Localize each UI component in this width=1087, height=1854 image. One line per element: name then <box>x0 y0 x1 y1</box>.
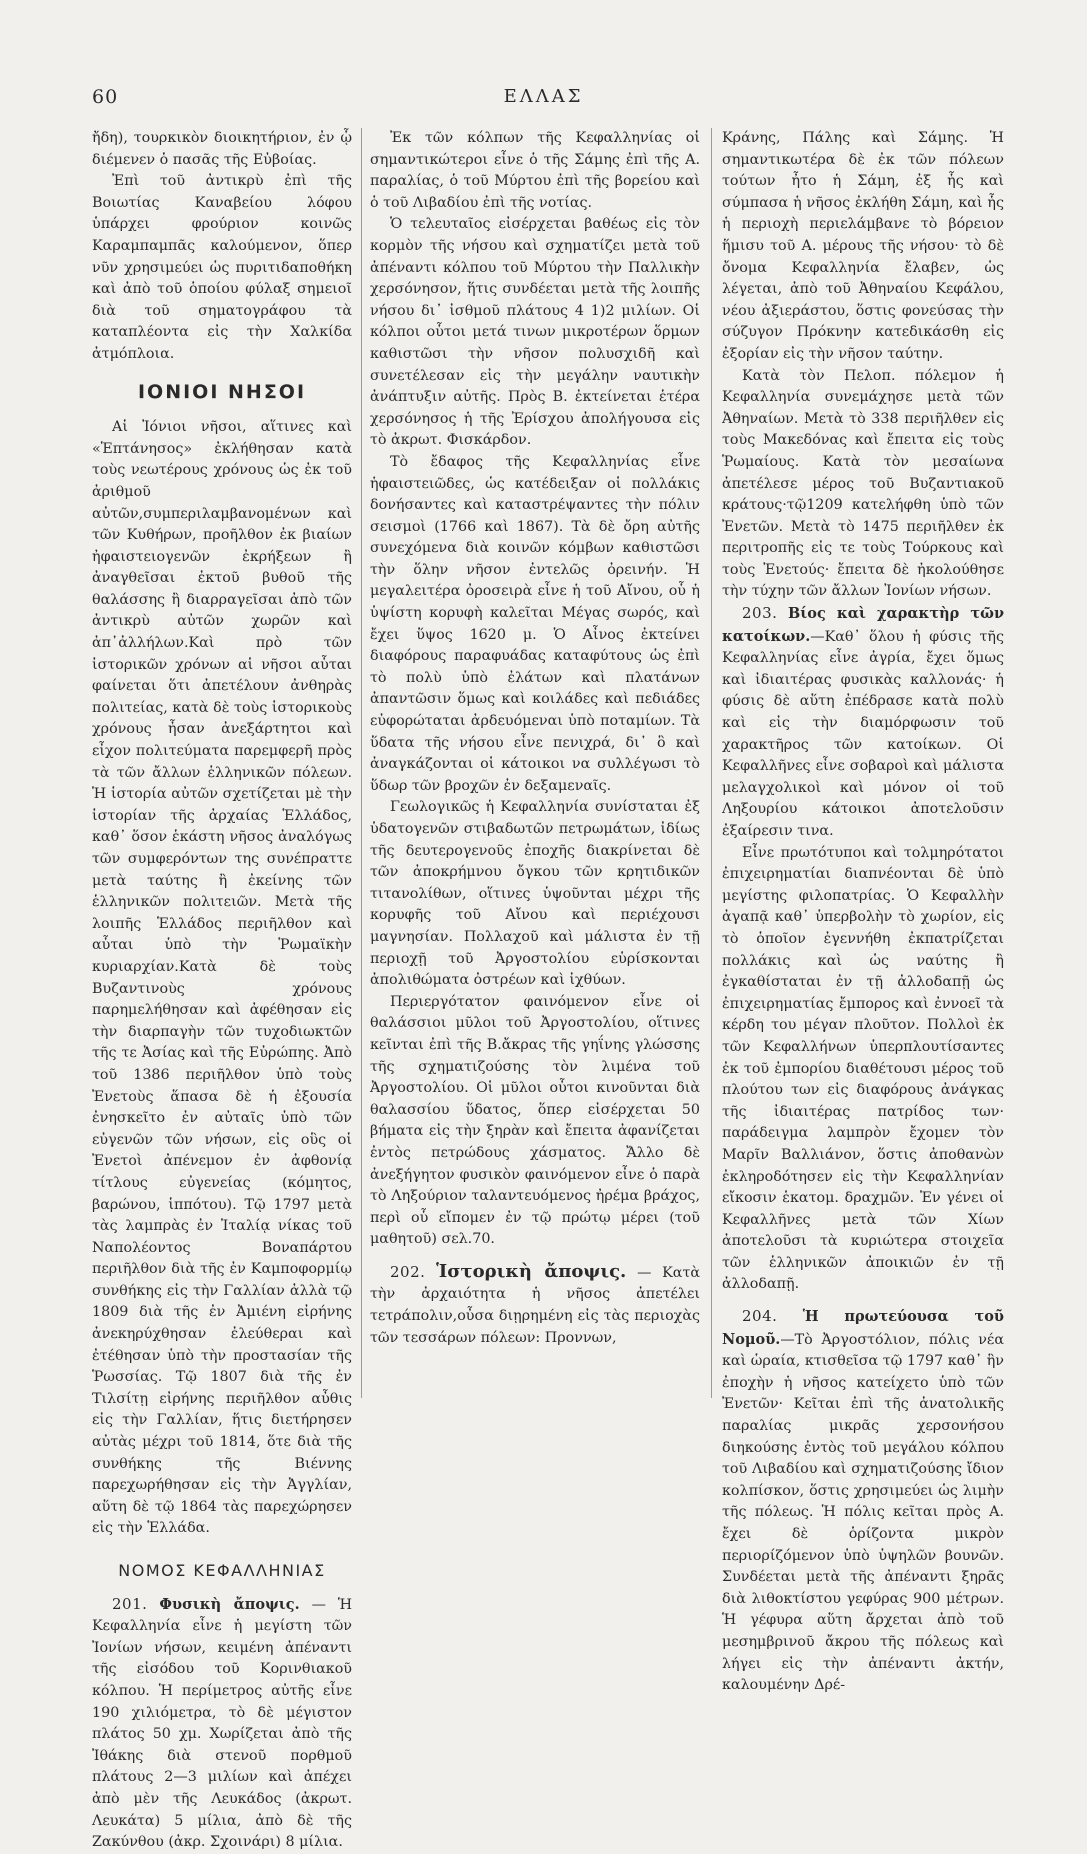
paragraph: Τὸ ἔδαφος τῆς Κεφαλληνίας εἶνε ἡφαιστειῶδες, ὡς κατέδειξαν οἱ πολλάκις δονήσαντες καὶ καταστρέψαντες τὴν πόλιν σεισμοὶ (1766 καὶ 1867). Τὰ δὲ ὄρη αὐτῆς συνεχόμενα διὰ κοινῶν κόμβων καθιστῶσι τὴν ὅλην νῆσον ἐντελῶς ὀρεινήν. Ἡ μεγαλειτέρα ὀροσειρὰ εἶνε ἡ τοῦ Αἴνου, οὗ ἡ ὑψίστη κορυφὴ καλεῖται Μέγας σωρός, καὶ ἔχει ὕψος 1620 μ. Ὁ Αἶνος ἐκτείνει διαφόρους παραφυάδας καταφύτους ὡς ἐπὶ τὸ πολὺ ὑπὸ ἐλάτων καὶ πλατάνων ἀπαντῶσιν ὅμως καὶ κοιλάδες καὶ πεδιάδες εὐφορώταται ἀρδευόμεναι ὑπὸ ποταμίων. Τὰ ὕδατα τῆς νήσου εἶνε πενιχρά, δι᾽ ὃ καὶ ἀναγκάζονται οἱ κάτοικοι να συλλέγωσι τὸ ὕδωρ τῶν βροχῶν ἐν δεξαμεναῖς. <box>370 453 700 794</box>
page-number: 60 <box>92 86 119 108</box>
paragraph-text: —Καθ᾽ ὅλου ἡ φύσις τῆς Κεφαλληνίας εἶνε ἀγρία, ἔχει ὅμως καὶ ἰδιαιτέρας φυσικὰς καλλονάς· ἡ φύσις δὲ αὕτη ἐπέδρασε κατὰ πολὺ καὶ εἰς τὴν διαμόρφωσιν τοῦ χαρακτῆρος τῶν κατοίκων. Οἱ Κεφαλλῆνες εἶνε σοβαροὶ καὶ μάλιστα μελαγχολικοὶ καὶ μόνον οἱ τοῦ Ληξουρίου κάτοικοι ἀποτελοῦσιν ἐξαίρεσιν τινα. <box>722 628 1004 839</box>
column-2 <box>370 128 700 1468</box>
running-title: ΕΛΛΑΣ <box>503 86 584 107</box>
section-202-paragraph <box>370 1261 700 1349</box>
paragraph: Περιεργότατον φαινόμενον εἶνε οἱ θαλάσσιοι μῦλοι τοῦ Ἀργοστολίου, οἵτινες κεῖνται ἐπὶ τῆς Β.ἄκρας τῆς γηΐνης γλώσσης τῆς σχηματιζούσης τὸν λιμένα τοῦ Ἀργοστολίου. Οἱ μῦλοι οὗτοι κινοῦνται διὰ θαλασσίου ὕδατος, ὅπερ εἰσέρχεται 50 βήματα εἰς τὴν ξηρὰν καὶ ἔπειτα ἀφανίζεται ἐντὸς πετρώδους χάσματος. Ἄλλο δὲ ἀνεξήγητον φυσικὸν φαινόμενον εἶνε ὁ παρὰ τὸ Ληξούριον ταλαντευόμενος ἠρέμα βράχος, περὶ οὗ εἴπομεν ἐν τῷ πρώτῳ μέρει (τοῦ μαθητοῦ) σελ.70. <box>370 993 700 1248</box>
column-3 <box>722 128 1005 1694</box>
subsection-title: Βίος καὶ χαρακτὴρ τῶν κατοίκων. <box>722 605 1005 645</box>
paragraph: Ὁ τελευταῖος εἰσέρχεται βαθέως εἰς τὸν κορμὸν τῆς νήσου καὶ σχηματίζει μετὰ τοῦ ἀπέναντι κόλπου τοῦ Μύρτου τὴν Παλλικὴν χερσόνησον, ἥτις συνδέεται μετὰ τῆς λοιπῆς νήσου δι᾽ ἰσθμοῦ πλάτους 4 1)2 μιλίων. Οἱ κόλποι οὗτοι μετά τινων μικροτέρων ὅρμων καθιστῶσι τὴν νῆσον πολυσχιδῆ καὶ συνετέλεσαν εἰς τὴν μεγάλην ναυτικὴν ἀνάπτυξιν αὐτῆς. Πρὸς Β. ἐκτείνεται ἑτέρα χερσόνησος ἡ τῆς Ἐρίσχου ἀπολήγουσα εἰς τὸ ἀκρωτ. Φισκάρδον. <box>370 216 700 449</box>
section-203-paragraph <box>722 603 1004 843</box>
section-201-paragraph <box>92 1594 352 1854</box>
section-number: 202. <box>390 1262 426 1281</box>
section-number: 203. <box>742 604 778 623</box>
subsection-title: Φυσικὴ ἄποψις. <box>159 1595 300 1613</box>
paragraph-text: — Κατὰ τὴν ἀρχαιότητα ἡ νῆσος ἀπετέλει τετράπολιν,οὖσα διῃρημένη εἰς τὰς περιοχὰς τῶν τεσσάρων πόλεων: Προννων, <box>370 1264 701 1346</box>
section-heading-kefallinia: ΝΟΜΟΣ ΚΕΦΑΛΛΗΝΙΑΣ <box>118 1561 326 1580</box>
spacer <box>370 1251 700 1261</box>
paragraph: Κατὰ τὸν Πελοπ. πόλεμον ἡ Κεφαλληνία συνεμάχησε μετὰ τῶν Ἀθηναίων. Μετὰ τὸ 338 περιῆλθεν εἰς τοὺς Μακεδόνας καὶ ἔπειτα εἰς τοὺς Ῥωμαίους. Κατὰ τὸν μεσαίωνα ἀπετέλεσε μέρος τοῦ Βυζαντιακοῦ κράτους·τῷ1209 κατελήφθη ὑπὸ τῶν Ἐνετῶν. Μετὰ τὸ 1475 περιῆλθεν ἐκ περιτροπῆς εἰς τε τοὺς Τούρκους καὶ τοὺς Ἐνετούς· ἔπειτα δὲ ἠκολούθησε τὴν τύχην τῶν ἄλλων Ἰονίων νήσων. <box>722 367 1004 600</box>
paragraph: Ἐκ τῶν κόλπων τῆς Κεφαλληνίας οἱ σημαντικώτεροι εἶνε ὁ τῆς Σάμης ἐπὶ τῆς Α. παραλίας, ὁ τοῦ Μύρτου ἐπὶ τῆς βορείου καὶ ὁ τοῦ Λιβαδίου ἐπὶ τῆς νοτίας. <box>370 130 700 211</box>
section-heading-ionian-islands: ΙΟΝΙΟΙ ΝΗΣΟΙ <box>137 380 307 403</box>
section-204-paragraph <box>722 1306 1004 1697</box>
paragraph: Κράνης, Πάλης καὶ Σάμης. Ἡ σημαντικωτέρα δὲ ἐκ τῶν πόλεων τούτων ἦτο ἡ Σάμη, ἐξ ἧς καὶ σύμπασα ἡ νῆσος ἐκλήθη Σάμη, καὶ ἧς ἡ περιοχὴ περιελάμβανε τὸ βόρειον ἥμισυ τοῦ Α. μέρους τῆς νήσου· τὸ δὲ ὄνομα Κεφαλληνία ἔλαβεν, ὡς λέγεται, ἀπὸ τοῦ Ἀθηναίου Κεφάλου, νέου ἀξιεράστου, ὅστις φονεύσας τὴν σύζυγον Πρόκνην κατεδικάσθη εἰς ἐξορίαν εἰς τὴν νῆσον ταύτην. <box>722 130 1004 362</box>
paragraph: ἤδη), τουρκικὸν διοικητήριον, ἐν ᾧ διέμενεν ὁ πασᾶς τῆς Εὐβοίας. <box>92 130 352 168</box>
subsection-title: Ἱστορικὴ ἄποψις. <box>436 1260 627 1282</box>
section-number: 204. <box>742 1307 778 1326</box>
paragraph: Ἐπὶ τοῦ ἀντικρὺ ἐπὶ τῆς Βοιωτίας Καναβείου λόφου ὑπάρχει φρούριον κοινῶς Καραμπαμπᾶς καλούμενον, ὅπερ νῦν χρησιμεύει ὡς πυριτιδαποθήκη καὶ ἀπὸ τοῦ ὁποίου φύλαξ σημειοῖ διὰ τοῦ σηματογράφου τὰ καταπλέοντα εἰς τὴν Χαλκίδα ἀτμόπλοια. <box>92 173 352 362</box>
paragraph: Γεωλογικῶς ἡ Κεφαλληνία συνίσταται ἐξ ὑδατογενῶν στιβαδωτῶν πετρωμάτων, ἰδίως τῆς δευτερογενοῦς ἐποχῆς διακρίνεται δὲ τῶν ἀποκρήμνου ὄγκου τῶν κρητιδικῶν τιτανολίθων, οἵτινες ὑψοῦνται μέχρι τῆς κορυφῆς τοῦ Αἴνου καὶ περιέχουσι μαγνησίαν. Πολλαχοῦ καὶ μάλιστα ἐν τῇ περιοχῇ τοῦ Ἀργοστολίου εὑρίσκονται ἀπολιθώματα ὀστρέων καὶ ἰχθύων. <box>370 799 700 989</box>
column-rule-right <box>711 128 712 1398</box>
spacer <box>722 1296 1004 1306</box>
subsection-title: Ἡ πρωτεύουσα τοῦ Νομοῦ. <box>722 1308 1004 1348</box>
paragraph-text: — Ἡ Κεφαλληνία εἶνε ἡ μεγίστη τῶν Ἰονίων νήσων, κειμένη ἀπέναντι τῆς εἰσόδου τοῦ Κορινθιακοῦ κόλπου. Ἡ περίμετρος αὐτῆς εἶνε 190 χιλιόμετρα, τὸ δὲ μέγιστον πλάτος 50 χμ. Χωρίζεται ἀπὸ τῆς Ἰθάκης διὰ στενοῦ πορθμοῦ πλάτους 2—3 μιλίων καὶ ἀπέχει ἀπὸ μὲν τῆς Λευκάδος (ἀκρωτ. Λευκάτα) 5 μίλια, ἀπὸ δὲ τῆς Ζακύνθου (ἀκρ. Σχοινάρι) 8 μίλια. <box>92 1596 353 1851</box>
column-1 <box>92 128 353 1851</box>
paragraph-text: —Τὸ Ἀργοστόλιον, πόλις νέα καὶ ὡραία, κτισθεῖσα τῷ 1797 καθ᾽ ἣν ἐποχὴν ἡ νῆσος κατείχετο ὑπὸ τῶν Ἐνετῶν· Κεῖται ἐπὶ τῆς ἀνατολικῆς παραλίας μικρᾶς χερσονήσου διηκούσης ἐντὸς τοῦ μεγάλου κόλπου τοῦ Λιβαδίου καὶ σχηματιζούσης ἴδιον κολπίσκον, ὅστις χρησιμεύει ὡς λιμὴν τῆς πόλεως. Ἡ πόλις κεῖται πρὸς Α. ἔχει δὲ ὁρίζοντα μικρὸν περιορίζόμενον ὑπὸ ὑψηλῶν βουνῶν. Συνδέεται μετὰ τῆς ἀπέναντι ξηρᾶς διὰ λιθοκτίστου γεφύρας 900 μέτρων. Ἡ γέφυρα αὕτη ἄρχεται ἀπὸ τοῦ μεσημβρινοῦ ἄκρου τῆς πόλεως καὶ λήγει εἰς τὴν ἀπέναντι ἀκτήν, καλουμένην Δρέ- <box>722 1331 1004 1694</box>
section-number: 201. <box>112 1594 148 1613</box>
column-rule-left <box>361 128 362 1398</box>
paragraph: Αἱ Ἰόνιοι νῆσοι, αἵτινες καὶ «Ἑπτάνησος» ἐκλήθησαν κατὰ τοὺς νεωτέρους χρόνους ὡς ἐκ τοῦ ἀριθμοῦ αὐτῶν,συμπεριλαμβανομένων καὶ τῶν Κυθήρων, προῆλθον ἐκ βιαίων ἠφαιστειογενῶν ἐκρήξεων ἢ ἀναγθεῖσαι ἐκτοῦ βυθοῦ τῆς θαλάσσης ἢ διαρραγεῖσαι ἀπὸ τῶν ἀντικρὺ αὐτῶν χωρῶν καὶ ἀπ᾽ἀλλήλων.Καὶ πρὸ τῶν ἱστορικῶν χρόνων αἱ νῆσοι αὗται φαίνεται ὅτι ἀπετέλουν ἀνθηρὰς πολιτείας, κατὰ δὲ τοὺς ἱστορικοὺς χρόνους ἦσαν ἀνεξάρτητοι καὶ εἶχον πολιτεύματα παρεμφερῆ πρὸς τὰ τῶν ἄλλων ἑλληνικῶν πόλεων. Ἡ ἱστορία αὐτῶν σχετίζεται μὲ τὴν ἱστορίαν τῆς ἀρχαίας Ἑλλάδος, καθ᾽ ὅσον ἑκάστη νῆσος ἀναλόγως τῶν συμφερόντων της συνέπραττε μετὰ ταύτης ἢ ἐκείνης τῶν ἑλληνικῶν πολιτειῶν. Μετὰ τῆς λοιπῆς Ἑλλάδος περιῆλθον καὶ αὗται ὑπὸ τὴν Ῥωμαϊκὴν κυριαρχίαν.Κατὰ δὲ τοὺς Βυζαντινοὺς χρόνους παρημελήθησαν καὶ ἀφέθησαν εἰς τὴν διαρπαγὴν τῶν τυχοδιωκτῶν τῆς τε Ἀσίας καὶ τῆς Εὐρώπης. Ἀπὸ τοῦ 1386 περιῆλθον ὑπὸ τοὺς Ἐνετοὺς ἅπασα δὲ ἡ ἐξουσία ἐνησκεῖτο ἐν αὐταῖς ὑπὸ τῶν εὐγενῶν τῶν νήσων, εἰς οὓς οἱ Ἐνετοὶ ἀπένεμον ἐν ἀφθονίᾳ τίτλους εὐγενείας (κόμητος, βαρώνου, ἱππότου). Τῷ 1797 μετὰ τὰς λαμπρὰς ἐν Ἰταλίᾳ νίκας τοῦ Ναπολέοντος Βοναπάρτου περιῆλθον διὰ τῆς ἐν Καμποφορμίῳ συνθήκης εἰς τὴν Γαλλίαν ἀλλὰ τῷ 1809 διὰ τῆς ἐν Ἀμιένη εἰρήνης ἀνεκηρύχθησαν ἐλεύθεραι καὶ ἐτέθησαν ὑπὸ τὴν προστασίαν τῆς Ῥωσσίας. Τῷ 1807 διὰ τῆς ἐν Τιλσίτῃ εἰρήνης περιῆλθον αὖθις εἰς τὴν Γαλλίαν, ἥτις διετήρησεν αὐτὰς μέχρι τοῦ 1814, ὅτε διὰ τῆς συνθήκης τῆς Βιέννης παρεχωρήθησαν εἰς τὴν Ἀγγλίαν, αὕτη δὲ τῷ 1864 τὰς παρεχώρησεν εἰς τὴν Ἑλλάδα. <box>92 419 352 1537</box>
paragraph: Εἶνε πρωτότυποι καὶ τολμηρότατοι ἐπιχειρηματίαι διαπνέονται δὲ ὑπὸ μεγίστης φιλοπατρίας. Ὁ Κεφαλλὴν ἀγαπᾷ καθ᾽ ὑπερβολὴν τὸ χωρίον, εἰς τὸ ὁποῖον ἐγεννήθη ἐκπατρίζεται πολλάκις καὶ ὡς ναύτης ἢ ἐγκαθίσταται ἐν τῇ ἀλλοδαπῇ ὡς ἐπιχειρηματίας ἔμπορος καὶ ἐννοεῖ τὰ κέρδη του μέγαν πλοῦτον. Πολλοὶ ἐκ τῶν Κεφαλλήνων ὑπερπλουτίσαντες ἐκ τοῦ ἐμπορίου διαθέτουσι μέρος τοῦ πλούτου των εἰς διαφόρους ἀνάγκας τῆς ἰδιαιτέρας πατρίδος των· παράδειγμα λαμπρὸν ἔχομεν τὸν Μαρῖν Βαλλιάνον, ὅστις ἀποθανὼν ἐκληροδότησεν εἰς τὴν Κεφαλληνίαν εἴκοσιν ἑκατομ. δραχμῶν. Ἐν γένει οἱ Κεφαλλῆνες μετὰ τῶν Χίων ἀποτελοῦσι τὰ κυριώτερα στοιχεῖα τῶν ἑλληνικῶν ἀποικιῶν ἐν τῇ ἀλλοδαπῇ. <box>722 844 1004 1293</box>
